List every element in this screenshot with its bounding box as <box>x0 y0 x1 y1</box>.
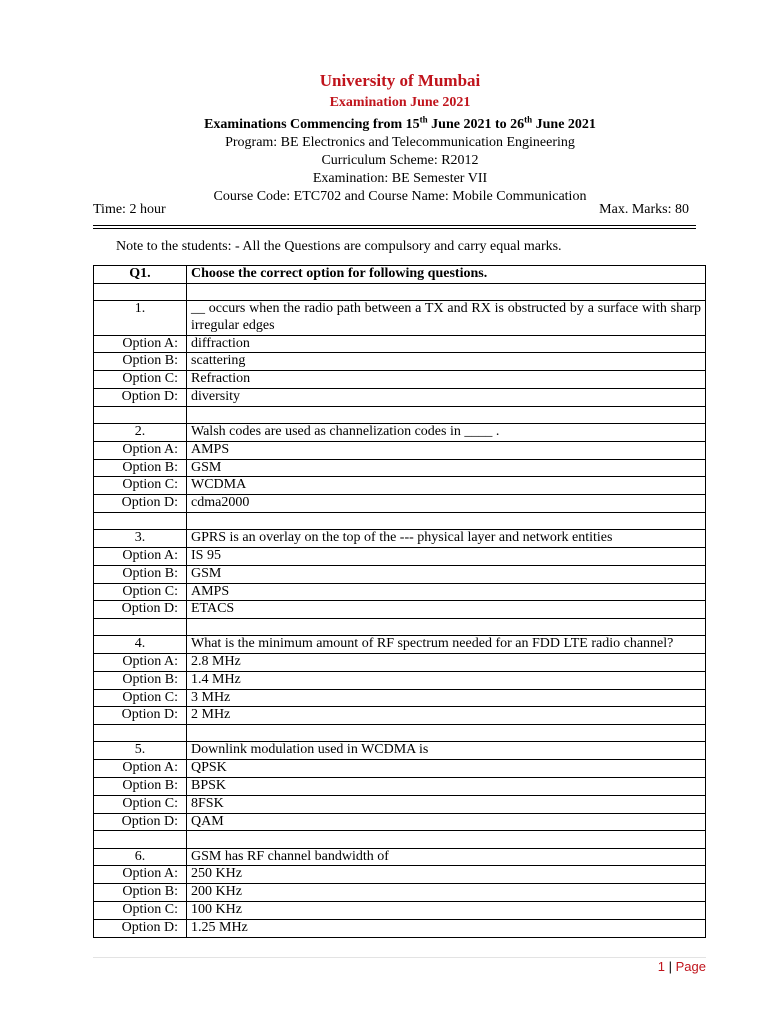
option-row <box>94 707 706 725</box>
blank-row <box>94 283 706 300</box>
option-row <box>94 601 706 619</box>
student-note: Note to the students: - All the Questions are compulsory and carry equal marks. <box>116 239 562 254</box>
question-table <box>93 265 706 938</box>
option-text: 8FSK <box>187 795 706 813</box>
option-row <box>94 866 706 884</box>
question-number: 5. <box>94 742 187 760</box>
blank-cell <box>94 619 187 636</box>
option-row <box>94 565 706 583</box>
option-text: 3 MHz <box>187 689 706 707</box>
question-text: Walsh codes are used as channelization codes in ____ . <box>187 423 706 441</box>
question-number: 3. <box>94 530 187 548</box>
blank-cell <box>187 619 706 636</box>
option-text: QPSK <box>187 760 706 778</box>
option-text: diffraction <box>187 335 706 353</box>
option-text: IS 95 <box>187 547 706 565</box>
program-line: Program: BE Electronics and Telecommunication Engineering <box>225 135 575 150</box>
blank-cell <box>187 283 706 300</box>
option-label: Option D: <box>94 813 187 831</box>
option-row <box>94 459 706 477</box>
question-row <box>94 636 706 654</box>
option-row <box>94 778 706 796</box>
option-label: Option D: <box>94 707 187 725</box>
option-label: Option A: <box>94 335 187 353</box>
option-label: Option D: <box>94 601 187 619</box>
option-text: BPSK <box>187 778 706 796</box>
option-label: Option A: <box>94 866 187 884</box>
option-label: Option C: <box>94 371 187 389</box>
page-number: 1 <box>657 959 666 974</box>
option-text: Refraction <box>187 371 706 389</box>
question-label: Q1. <box>94 266 187 284</box>
blank-cell <box>94 831 187 848</box>
option-text: 250 KHz <box>187 866 706 884</box>
option-row <box>94 902 706 920</box>
time-marks-bar <box>93 201 689 219</box>
option-row <box>94 441 706 459</box>
option-label: Option B: <box>94 671 187 689</box>
option-label: Option B: <box>94 565 187 583</box>
option-text: GSM <box>187 565 706 583</box>
time-allowed: Time: 2 hour <box>93 202 166 217</box>
option-row <box>94 388 706 406</box>
table-header-row <box>94 266 706 284</box>
blank-row <box>94 406 706 423</box>
option-row <box>94 583 706 601</box>
university-title: University of Mumbai <box>319 71 481 90</box>
question-text: __ occurs when the radio path between a TX and RX is obstructed by a surface with sharp irregular edges <box>187 300 706 335</box>
option-row <box>94 884 706 902</box>
option-text: AMPS <box>187 441 706 459</box>
option-text: 1.25 MHz <box>187 919 706 937</box>
option-row <box>94 689 706 707</box>
footer-divider <box>93 957 706 958</box>
option-row <box>94 654 706 672</box>
examination-line: Examination: BE Semester VII <box>312 171 488 186</box>
option-label: Option A: <box>94 441 187 459</box>
blank-cell <box>187 831 706 848</box>
blank-cell <box>94 512 187 529</box>
question-text: GSM has RF channel bandwidth of <box>187 848 706 866</box>
option-text: 2 MHz <box>187 707 706 725</box>
blank-row <box>94 831 706 848</box>
option-label: Option A: <box>94 654 187 672</box>
option-label: Option D: <box>94 388 187 406</box>
option-text: 2.8 MHz <box>187 654 706 672</box>
option-row <box>94 335 706 353</box>
blank-row <box>94 725 706 742</box>
option-label: Option C: <box>94 477 187 495</box>
option-text: WCDMA <box>187 477 706 495</box>
option-label: Option D: <box>94 919 187 937</box>
option-label: Option B: <box>94 353 187 371</box>
option-row <box>94 813 706 831</box>
question-table-body <box>94 266 706 938</box>
question-number: 1. <box>94 300 187 335</box>
option-label: Option B: <box>94 459 187 477</box>
question-row <box>94 423 706 441</box>
option-label: Option B: <box>94 884 187 902</box>
course-line: Course Code: ETC702 and Course Name: Mobile Communication <box>213 189 587 204</box>
option-label: Option D: <box>94 495 187 513</box>
blank-row <box>94 512 706 529</box>
double-divider <box>93 225 696 229</box>
option-text: diversity <box>187 388 706 406</box>
blank-row <box>94 619 706 636</box>
question-row <box>94 300 706 335</box>
option-text: 200 KHz <box>187 884 706 902</box>
option-row <box>94 760 706 778</box>
question-number: 4. <box>94 636 187 654</box>
option-text: AMPS <box>187 583 706 601</box>
option-row <box>94 371 706 389</box>
option-row <box>94 795 706 813</box>
option-row <box>94 353 706 371</box>
option-label: Option C: <box>94 689 187 707</box>
option-text: GSM <box>187 459 706 477</box>
question-text: GPRS is an overlay on the top of the --- physical layer and network entities <box>187 530 706 548</box>
option-row <box>94 477 706 495</box>
blank-cell <box>94 406 187 423</box>
option-row <box>94 671 706 689</box>
option-text: 1.4 MHz <box>187 671 706 689</box>
question-text: Downlink modulation used in WCDMA is <box>187 742 706 760</box>
question-text: What is the minimum amount of RF spectrum needed for an FDD LTE radio channel? <box>187 636 706 654</box>
blank-cell <box>94 283 187 300</box>
option-label: Option C: <box>94 795 187 813</box>
blank-cell <box>187 725 706 742</box>
option-label: Option C: <box>94 902 187 920</box>
commencing-line: Examinations Commencing from 15th June 2021 to 26th June 2021 <box>204 114 596 132</box>
blank-cell <box>187 406 706 423</box>
option-label: Option C: <box>94 583 187 601</box>
question-row <box>94 742 706 760</box>
exam-header <box>0 70 770 206</box>
option-label: Option A: <box>94 547 187 565</box>
option-label: Option A: <box>94 760 187 778</box>
page-word: Page <box>675 959 706 974</box>
question-heading: Choose the correct option for following questions. <box>187 266 706 284</box>
option-text: ETACS <box>187 601 706 619</box>
option-text: 100 KHz <box>187 902 706 920</box>
max-marks: Max. Marks: 80 <box>599 202 689 217</box>
question-number: 2. <box>94 423 187 441</box>
blank-cell <box>94 725 187 742</box>
option-text: scattering <box>187 353 706 371</box>
question-row <box>94 530 706 548</box>
examination-title: Examination June 2021 <box>329 95 471 110</box>
option-row <box>94 495 706 513</box>
question-number: 6. <box>94 848 187 866</box>
blank-cell <box>187 512 706 529</box>
option-text: cdma2000 <box>187 495 706 513</box>
curriculum-line: Curriculum Scheme: R2012 <box>321 153 479 168</box>
option-row <box>94 547 706 565</box>
option-row <box>94 919 706 937</box>
page-footer: 1 | Page <box>657 959 706 974</box>
option-label: Option B: <box>94 778 187 796</box>
question-row <box>94 848 706 866</box>
option-text: QAM <box>187 813 706 831</box>
